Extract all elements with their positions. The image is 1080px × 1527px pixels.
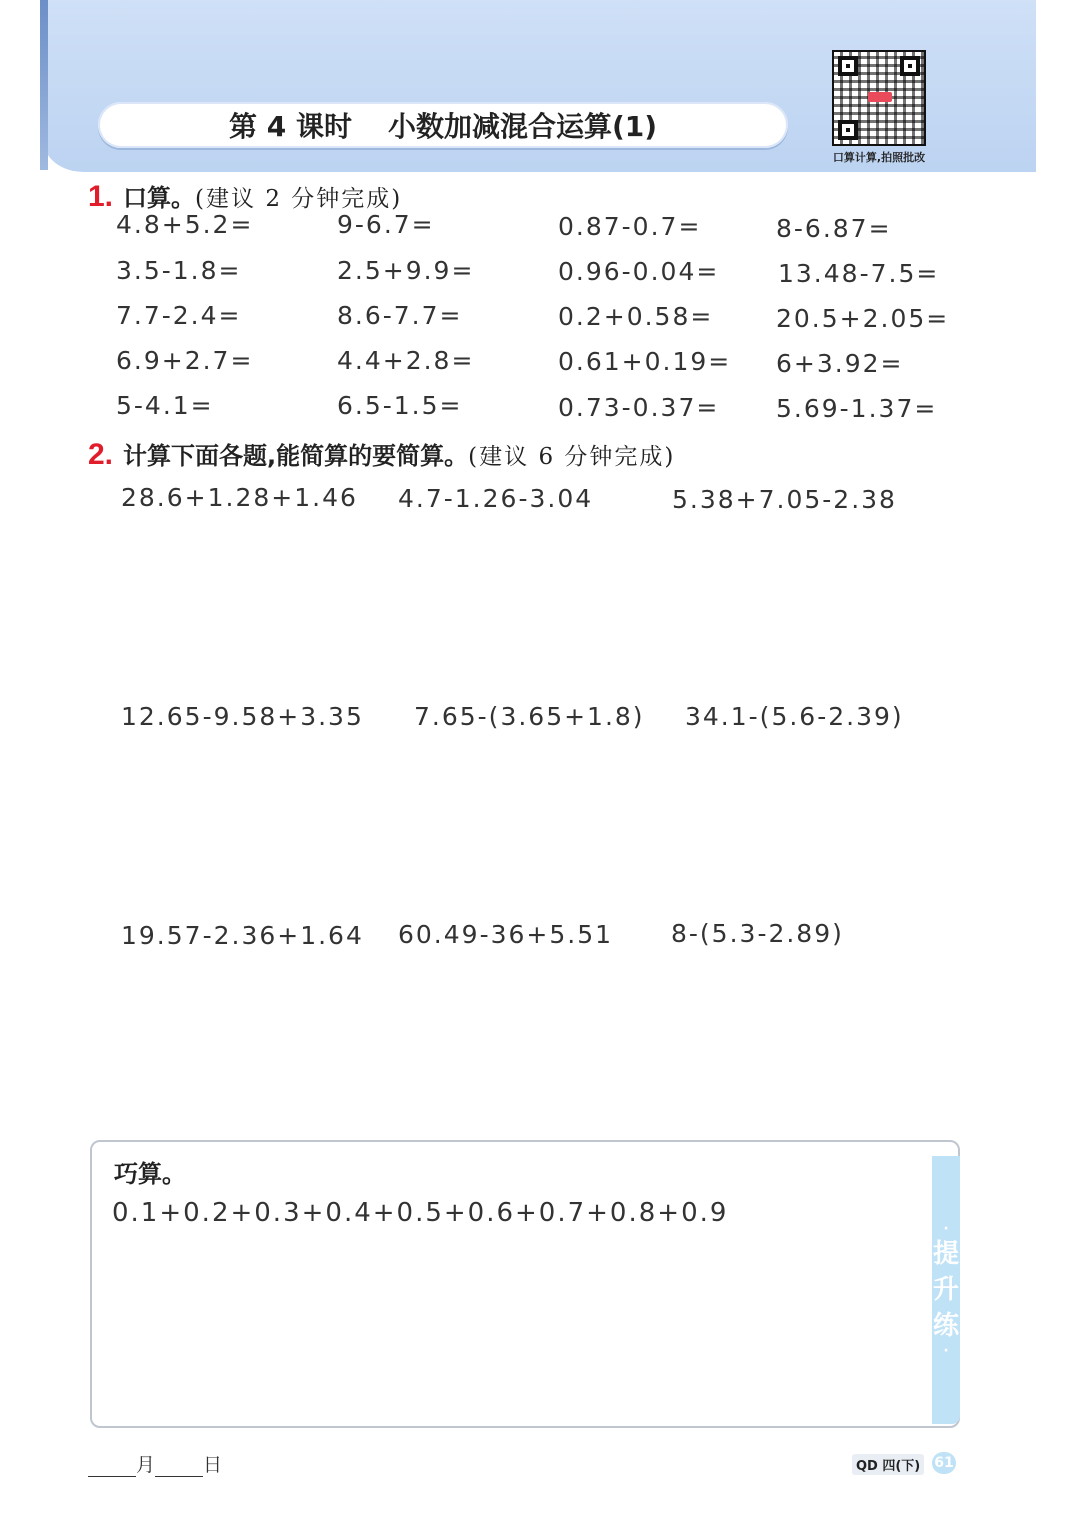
calc-item: 28.6+1.28+1.46 <box>121 483 358 512</box>
date-line <box>88 1450 222 1477</box>
question-2-number: 2. <box>88 438 114 471</box>
bonus-box <box>90 1140 960 1428</box>
oral-item: 0.73-0.37= <box>558 393 720 422</box>
oral-item: 2.5+9.9= <box>337 256 475 285</box>
oral-item: 6+3.92= <box>776 349 904 378</box>
calc-item: 8-(5.3-2.89) <box>671 919 844 948</box>
oral-item: 5.69-1.37= <box>776 394 938 423</box>
question-1-hint: (建议 2 分钟完成) <box>195 186 403 212</box>
lesson-number: 第 4 课时 <box>228 110 352 143</box>
calc-item: 12.65-9.58+3.35 <box>121 702 364 731</box>
oral-item: 4.8+5.2= <box>116 210 254 239</box>
edition-code: QD 四(下) <box>852 1454 924 1475</box>
qr-code-icon[interactable] <box>832 50 926 146</box>
oral-item: 5-4.1= <box>116 391 214 420</box>
day-label: 日 <box>203 1454 223 1476</box>
calc-item: 7.65-(3.65+1.8) <box>414 702 645 731</box>
month-label: 月 <box>136 1454 156 1476</box>
question-1-heading <box>88 178 402 214</box>
bonus-tab: · 提 升 练 · <box>932 1156 960 1424</box>
lesson-title: 小数加减混合运算(1) <box>387 110 658 143</box>
question-1-number: 1. <box>88 180 114 213</box>
oral-item: 4.4+2.8= <box>337 346 475 375</box>
oral-item: 8-6.87= <box>776 214 892 243</box>
oral-item: 0.96-0.04= <box>558 257 720 286</box>
bonus-tab-char: 练 <box>932 1311 959 1341</box>
oral-item: 3.5-1.8= <box>116 256 242 285</box>
oral-item: 7.7-2.4= <box>116 301 242 330</box>
oral-item: 20.5+2.05= <box>776 304 950 333</box>
calc-item: 5.38+7.05-2.38 <box>672 485 897 514</box>
day-blank[interactable] <box>155 1456 203 1477</box>
calc-item: 4.7-1.26-3.04 <box>398 484 594 513</box>
page-number: 61 <box>932 1452 956 1474</box>
qr-caption: 口算计算,拍照批改 <box>832 151 926 164</box>
oral-item: 8.6-7.7= <box>337 301 463 330</box>
calc-item: 19.57-2.36+1.64 <box>121 921 364 950</box>
oral-item: 0.61+0.19= <box>558 347 732 376</box>
oral-item: 0.87-0.7= <box>558 212 702 241</box>
book-spine <box>40 0 48 170</box>
question-2-hint: (建议 6 分钟完成) <box>468 444 676 470</box>
oral-item: 13.48-7.5= <box>778 259 940 288</box>
month-blank[interactable] <box>88 1456 136 1477</box>
question-2-text: 计算下面各题,能简算的要简算。 <box>123 442 469 470</box>
bonus-tab-char: 提 <box>932 1239 959 1269</box>
calc-item: 34.1-(5.6-2.39) <box>685 702 904 731</box>
oral-item: 9-6.7= <box>337 210 435 239</box>
oral-item: 6.9+2.7= <box>116 346 254 375</box>
question-2-heading <box>88 436 675 472</box>
bonus-title: 巧算。 <box>114 1160 186 1188</box>
oral-item: 6.5-1.5= <box>337 391 463 420</box>
bonus-tab-char: 升 <box>932 1275 959 1305</box>
lesson-title-bar <box>98 102 788 148</box>
calc-item: 60.49-36+5.51 <box>398 920 614 949</box>
oral-item: 0.2+0.58= <box>558 302 714 331</box>
question-1-text: 口算。 <box>123 184 196 212</box>
bonus-expression: 0.1+0.2+0.3+0.4+0.5+0.6+0.7+0.8+0.9 <box>112 1198 729 1228</box>
